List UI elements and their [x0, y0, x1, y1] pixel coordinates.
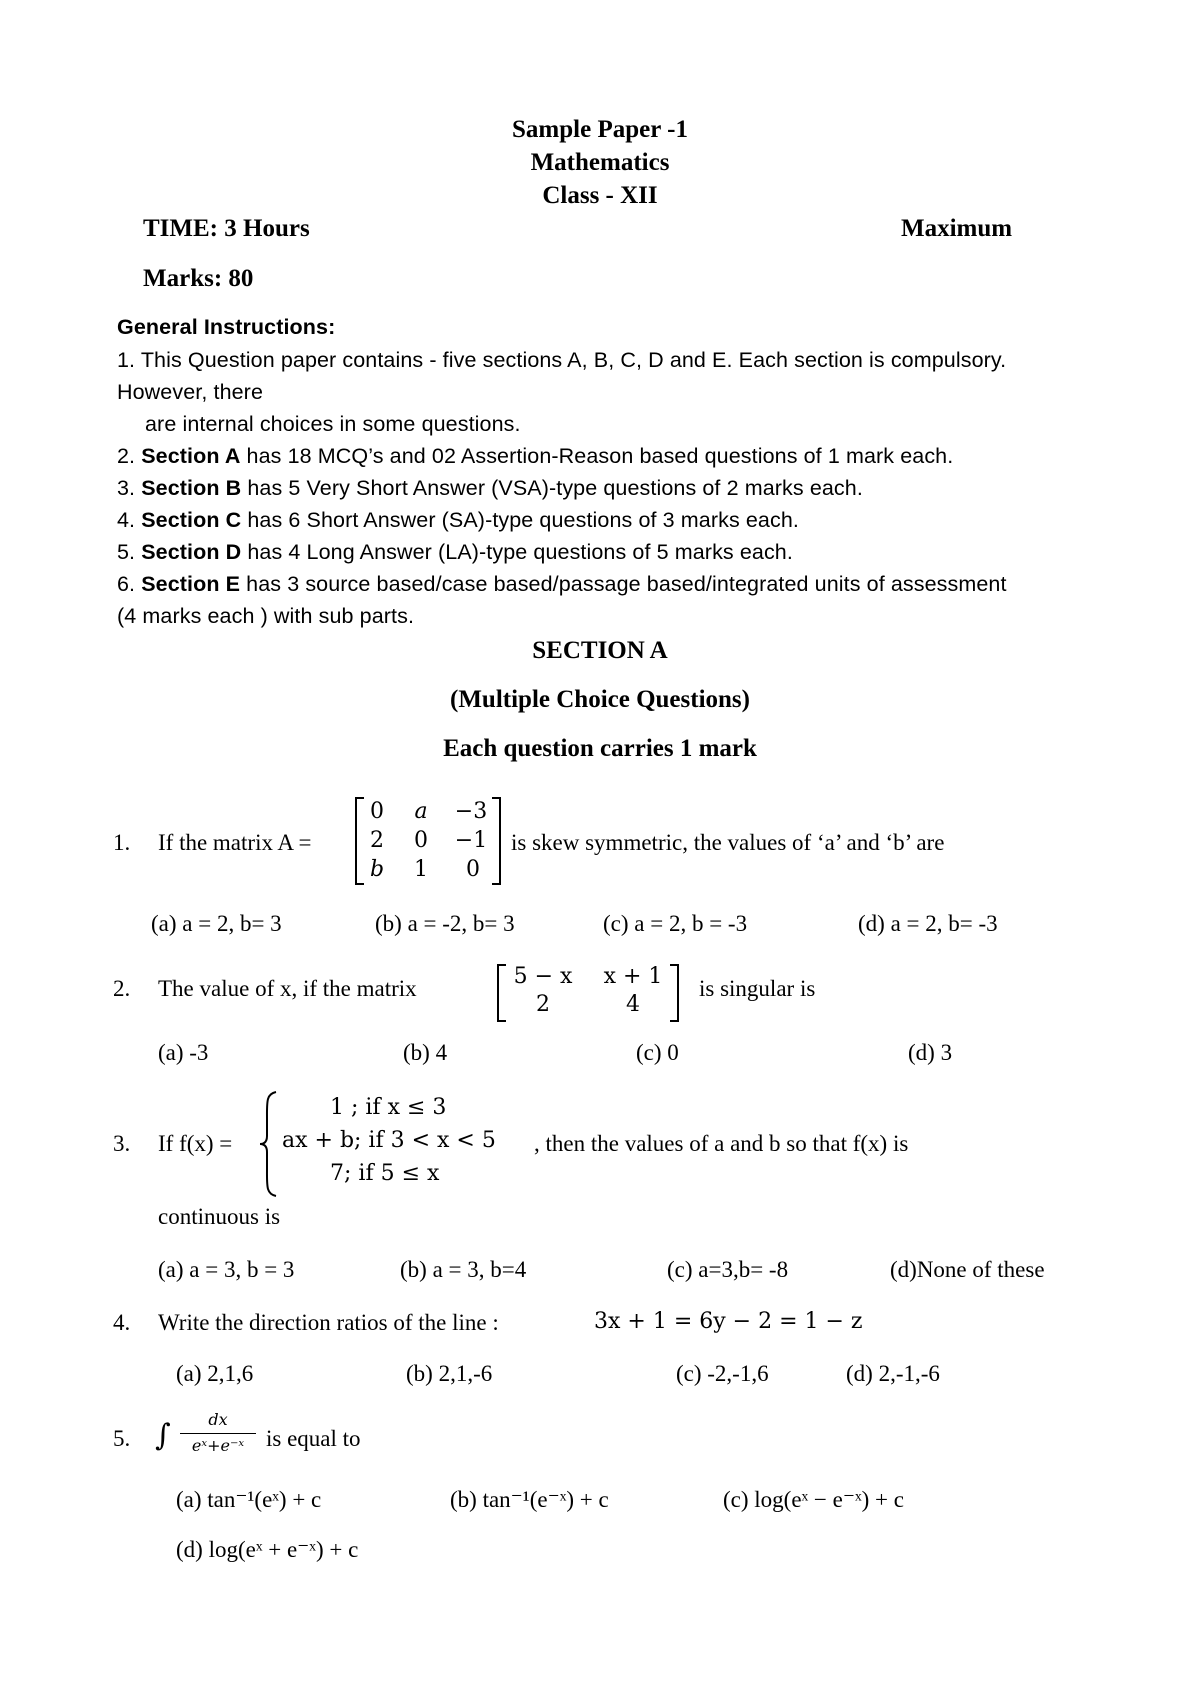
- section-subtitle: (Multiple Choice Questions): [450, 686, 750, 713]
- section-title: SECTION A: [532, 637, 668, 664]
- option-b: (b) a = -2, b= 3: [375, 911, 515, 936]
- matrix-cell: −3: [454, 799, 488, 824]
- option-a: (a) a = 3, b = 3: [158, 1257, 295, 1282]
- instruction-6-cont: (4 marks each ) with sub parts.: [117, 604, 415, 628]
- paper-title: Sample Paper -1: [512, 116, 688, 143]
- instruction-1-cont: However, there: [117, 380, 263, 404]
- option-a: (a) tan⁻¹(eˣ) + c: [176, 1487, 322, 1512]
- matrix-cell: 2: [536, 992, 550, 1017]
- option-b: (b) 4: [403, 1040, 448, 1065]
- case-2: ax + b; if 3 < x < 5: [282, 1128, 496, 1153]
- option-d: (d) 3: [908, 1040, 953, 1065]
- question-number: 4.: [113, 1310, 131, 1335]
- time-label: TIME: 3 Hours: [143, 215, 310, 242]
- section-note: Each question carries 1 mark: [443, 735, 757, 762]
- matrix-cell: 0: [370, 799, 384, 824]
- option-c: (c) a = 2, b = -3: [603, 911, 748, 936]
- instruction-2: 2. Section A has 18 MCQ’s and 02 Assertion-Reason based questions of 1 mark each.: [117, 444, 954, 468]
- question-number: 2.: [113, 976, 131, 1001]
- option-c: (c) log(eˣ − e⁻ˣ) + c: [723, 1487, 904, 1512]
- instruction-1-cont2: are internal choices in some questions.: [145, 412, 521, 436]
- matrix-cell: 2: [370, 828, 384, 853]
- instruction-5: 5. Section D has 4 Long Answer (LA)-type questions of 5 marks each.: [117, 540, 793, 564]
- question-text: is equal to: [266, 1426, 361, 1451]
- line-equation: 3x + 1 = 6y − 2 = 1 − z: [594, 1309, 863, 1334]
- matrix-cell: 5 − x: [513, 964, 573, 989]
- matrix-cell: 4: [626, 992, 640, 1017]
- question-text: The value of x, if the matrix: [158, 976, 417, 1001]
- class-title: Class - XII: [542, 182, 658, 209]
- case-1: 1 ; if x ≤ 3: [330, 1095, 447, 1120]
- matrix-cell: 0: [466, 857, 480, 882]
- option-c: (c) 0: [636, 1040, 679, 1065]
- question-number: 5.: [113, 1426, 131, 1451]
- option-b: (b) a = 3, b=4: [400, 1257, 527, 1282]
- matrix-left-bracket: [497, 964, 506, 1022]
- matrix-cell: x + 1: [603, 964, 663, 989]
- question-text: If the matrix A =: [158, 830, 312, 855]
- matrix-a: [355, 797, 501, 885]
- option-a: (a) 2,1,6: [176, 1361, 254, 1386]
- option-b: (b) tan⁻¹(e⁻ˣ) + c: [450, 1487, 609, 1512]
- matrix-cell: a: [414, 799, 428, 824]
- maximum-label: Maximum: [901, 215, 1013, 242]
- instruction-4: 4. Section C has 6 Short Answer (SA)-type questions of 3 marks each.: [117, 508, 799, 532]
- option-d: (d) a = 2, b= -3: [858, 911, 998, 936]
- instruction-6: 6. Section E has 3 source based/case based/passage based/integrated units of assessment: [117, 572, 1007, 596]
- instructions-heading: General Instructions:: [117, 315, 336, 339]
- question-text-cont2: continuous is: [158, 1204, 281, 1229]
- option-b: (b) 2,1,-6: [406, 1361, 493, 1386]
- matrix-cell: −1: [454, 828, 488, 853]
- matrix-cell: 0: [414, 828, 428, 853]
- option-d: (d)None of these: [890, 1257, 1045, 1282]
- question-text-cont: , then the values of a and b so that f(x) is: [534, 1131, 909, 1156]
- matrix-cell: b: [369, 857, 385, 882]
- option-a: (a) a = 2, b= 3: [151, 911, 282, 936]
- subject-title: Mathematics: [530, 149, 670, 176]
- fraction-bar: [180, 1433, 256, 1434]
- option-c: (c) -2,-1,6: [676, 1361, 769, 1386]
- option-d: (d) 2,-1,-6: [846, 1361, 940, 1386]
- question-text: Write the direction ratios of the line :: [158, 1310, 499, 1335]
- instruction-1: 1. This Question paper contains - five sections A, B, C, D and E. Each section is compulsory.: [117, 348, 1007, 372]
- matrix-cell: 1: [414, 857, 428, 882]
- question-number: 1.: [113, 830, 131, 855]
- question-text-cont: is skew symmetric, the values of ‘a’ and ‘b’ are: [511, 830, 945, 855]
- question-text: If f(x) =: [158, 1131, 233, 1156]
- left-brace: [258, 1090, 280, 1198]
- fraction-numerator: dx: [208, 1410, 228, 1429]
- question-text-cont: is singular is: [699, 976, 816, 1001]
- option-d: (d) log(eˣ + e⁻ˣ) + c: [176, 1537, 359, 1562]
- question-number: 3.: [113, 1131, 131, 1156]
- marks-label: Marks: 80: [143, 265, 254, 292]
- option-c: (c) a=3,b= -8: [667, 1257, 789, 1282]
- case-3: 7; if 5 ≤ x: [330, 1161, 440, 1186]
- option-a: (a) -3: [158, 1040, 209, 1065]
- matrix-x: [497, 964, 679, 1022]
- instruction-3: 3. Section B has 5 Very Short Answer (VSA)-type questions of 2 marks each.: [117, 476, 863, 500]
- fraction-denominator: eˣ+e⁻ˣ: [191, 1436, 245, 1455]
- integral-sign: ∫: [155, 1418, 171, 1453]
